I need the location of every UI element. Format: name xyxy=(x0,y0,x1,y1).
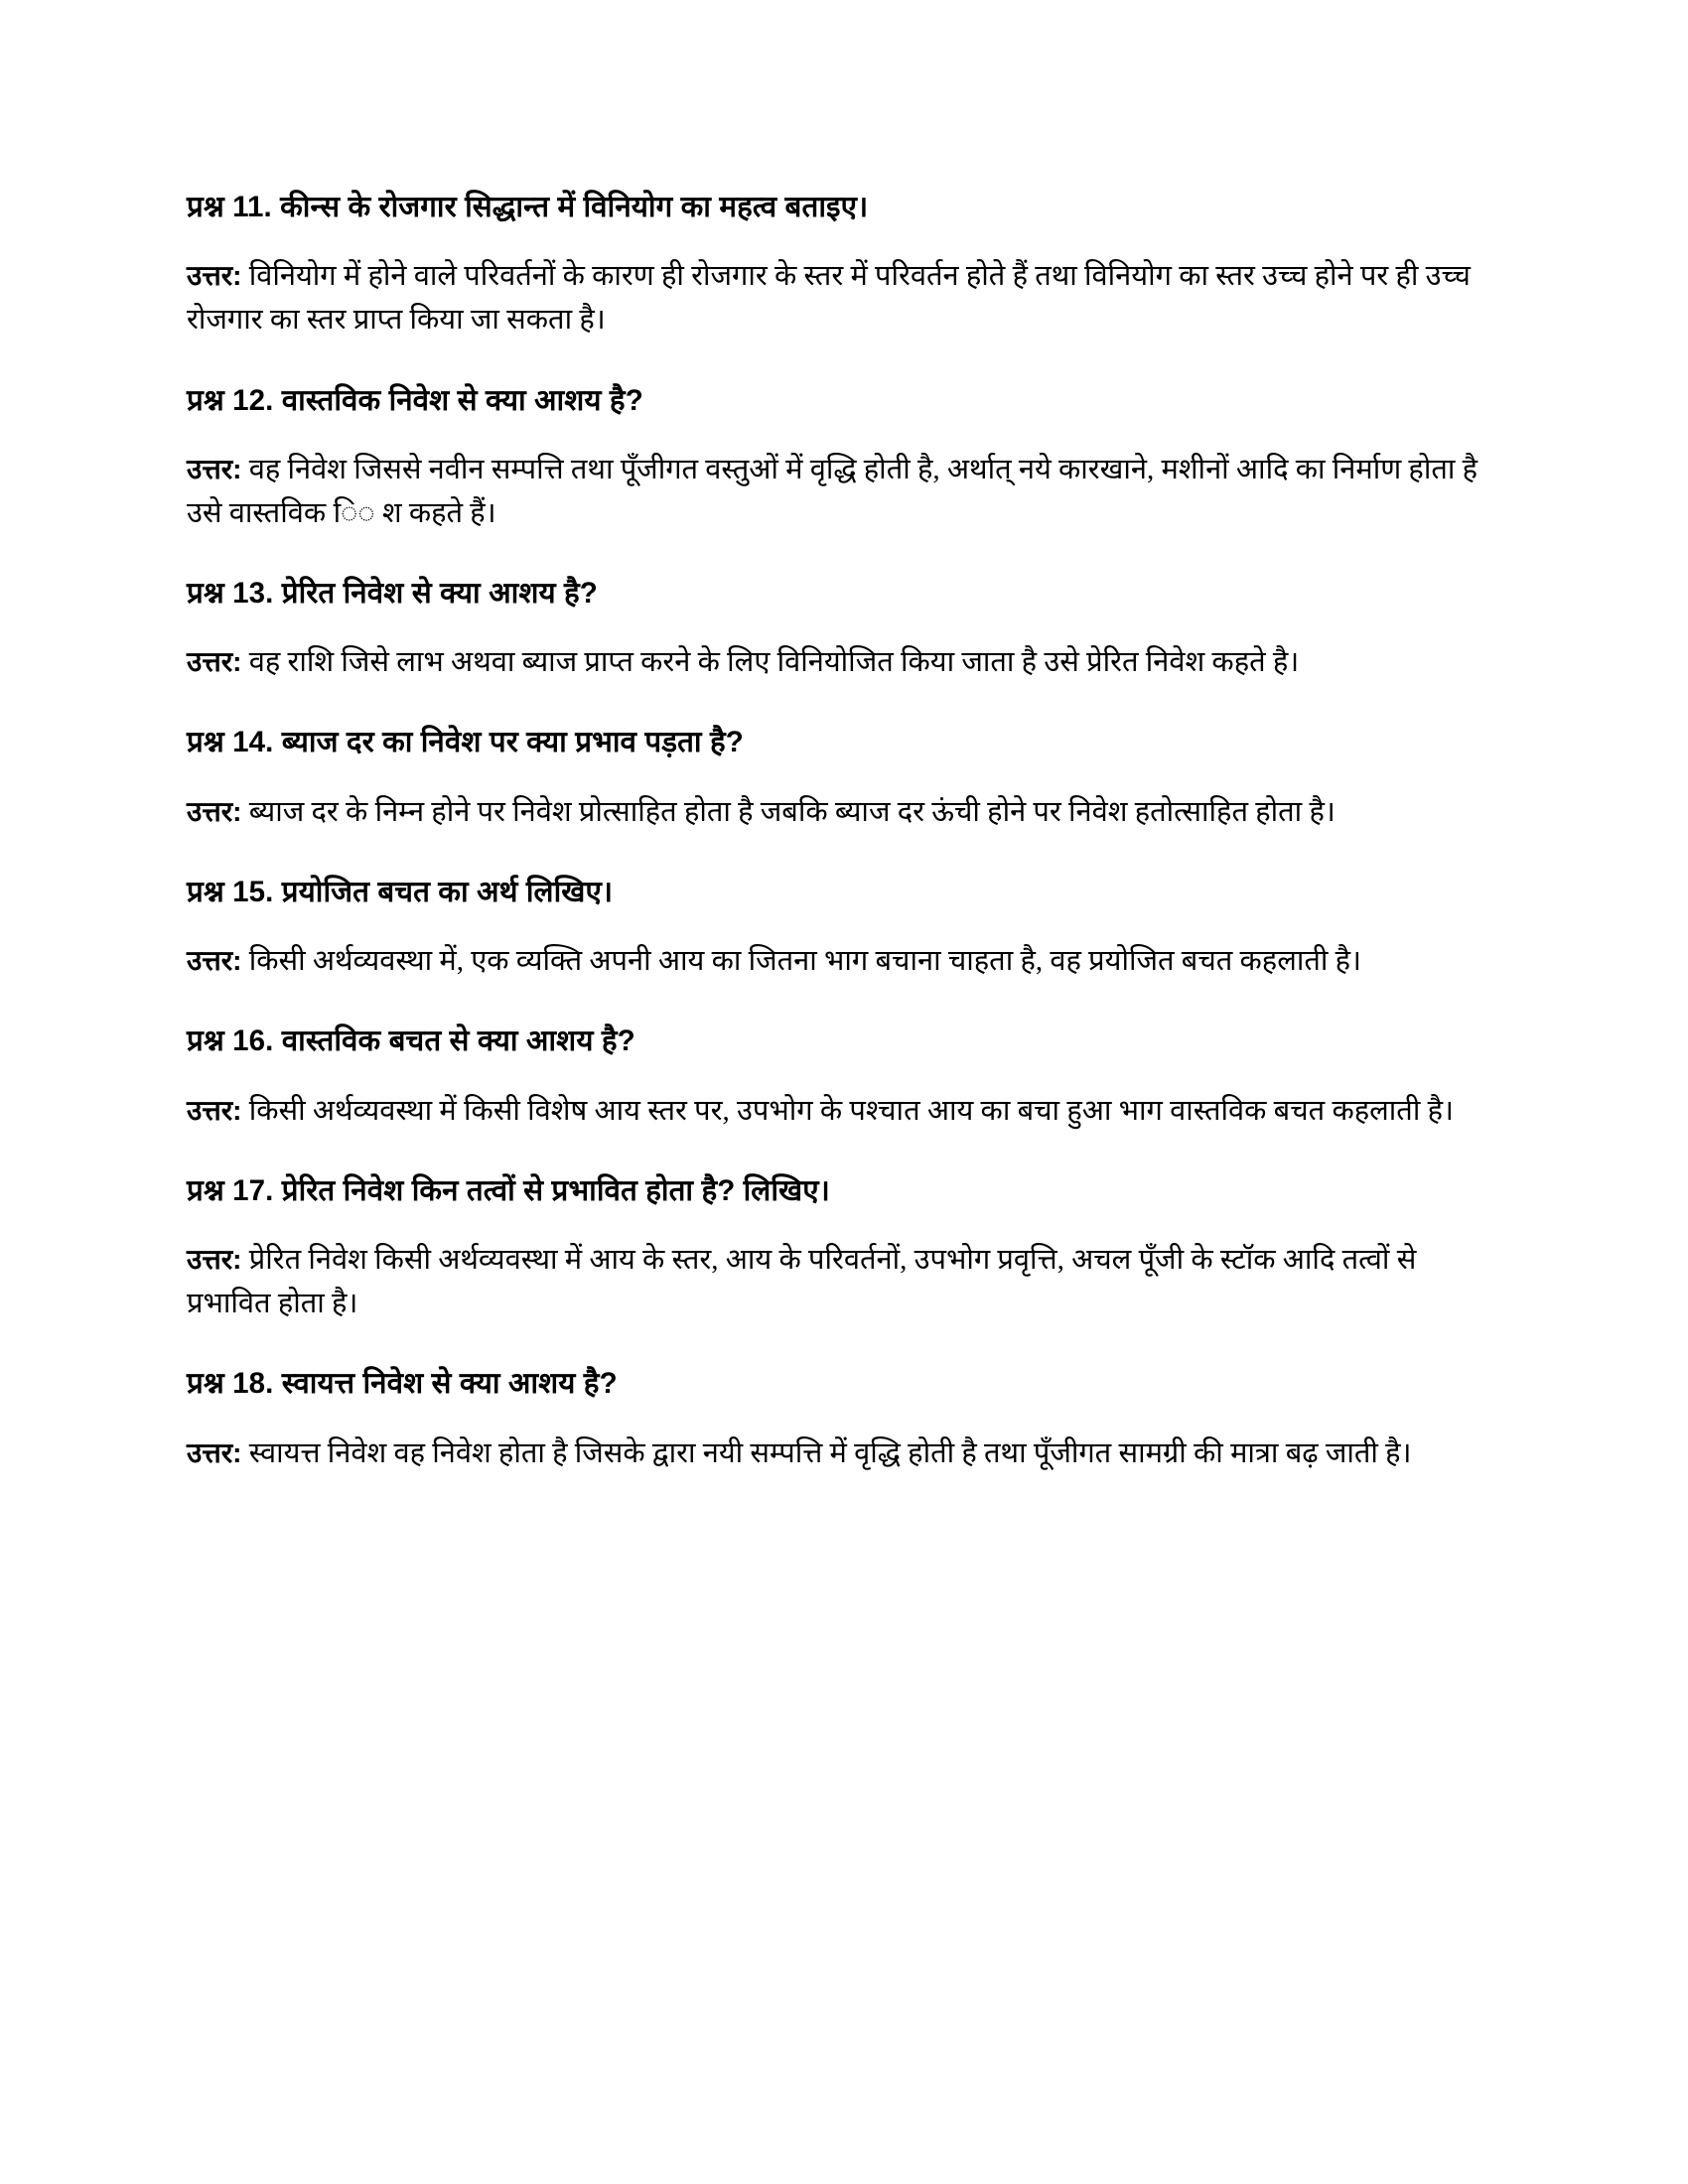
qa-block xyxy=(187,1023,1499,1132)
qa-list xyxy=(187,189,1499,1475)
answer-paragraph xyxy=(187,254,1499,341)
answer-paragraph xyxy=(187,939,1499,983)
answer-label: उत्तर: xyxy=(187,453,242,484)
answer-text: वह निवेश जिससे नवीन सम्पत्ति तथा पूँजीगत वस्तुओं में वृद्धि होती है, अर्थात् नये कारखाने, मशीनों आदि का निर्माण होता है उसे वास्तविक ि◌ श कहते हैं। xyxy=(187,453,1478,529)
answer-paragraph xyxy=(187,640,1499,684)
qa-block xyxy=(187,1365,1499,1474)
answer-label: उत्तर: xyxy=(187,795,242,827)
question-heading: प्रश्न 15. प्रयोजित बचत का अर्थ लिखिए। xyxy=(187,875,614,908)
answer-text: विनियोग में होने वाले परिवर्तनों के कारण ही रोजगार के स्तर में परिवर्तन होते हैं तथा विनियोग का स्तर उच्च होने पर ही उच्च रोजगार का स्तर प्राप्त किया जा सकता है। xyxy=(187,260,1471,337)
answer-paragraph xyxy=(187,790,1499,834)
answer-paragraph xyxy=(187,1238,1499,1325)
question-heading: प्रश्न 16. वास्तविक बचत से क्या आशय है? xyxy=(187,1024,635,1058)
question-heading: प्रश्न 12. वास्तविक निवेश से क्या आशय है? xyxy=(187,383,643,417)
answer-text: प्रेरित निवेश किसी अर्थव्यवस्था में आय के स्तर, आय के परिवर्तनों, उपभोग प्रवृत्ति, अचल पूँजी के स्टॉक आदि तत्वों से प्रभावित होता है। xyxy=(187,1244,1417,1320)
answer-text: स्वायत्त निवेश वह निवेश होता है जिसके द्वारा नयी सम्पत्ति में वृद्धि होती है तथा पूँजीगत सामग्री की मात्रा बढ़ जाती है। xyxy=(248,1436,1412,1469)
answer-paragraph xyxy=(187,448,1499,535)
answer-text: ब्याज दर के निम्न होने पर निवेश प्रोत्साहित होता है जबकि ब्याज दर ऊंची होने पर निवेश हतोत्साहित होता है। xyxy=(248,795,1336,828)
qa-block xyxy=(187,382,1499,536)
answer-label: उत्तर: xyxy=(187,1094,242,1126)
answer-label: उत्तर: xyxy=(187,945,242,977)
answer-text: किसी अर्थव्यवस्था में, एक व्यक्ति अपनी आय का जितना भाग बचाना चाहता है, वह प्रयोजित बचत कहलाती है। xyxy=(248,945,1362,978)
qa-block xyxy=(187,1172,1499,1326)
qa-block xyxy=(187,724,1499,833)
question-heading: प्रश्न 18. स्वायत्त निवेश से क्या आशय है? xyxy=(187,1367,618,1401)
qa-block xyxy=(187,575,1499,684)
answer-label: उत्तर: xyxy=(187,1244,242,1276)
answer-paragraph xyxy=(187,1432,1499,1475)
answer-text: वह राशि जिसे लाभ अथवा ब्याज प्राप्त करने के लिए विनियोजित किया जाता है उसे प्रेरित निवेश कहते है। xyxy=(248,646,1300,679)
answer-text: किसी अर्थव्यवस्था में किसी विशेष आय स्तर पर, उपभोग के पश्चात आय का बचा हुआ भाग वास्तविक बचत कहलाती है। xyxy=(248,1094,1454,1127)
question-heading: प्रश्न 14. ब्याज दर का निवेश पर क्या प्रभाव पड़ता है? xyxy=(187,726,744,759)
answer-label: उत्तर: xyxy=(187,646,242,678)
question-heading: प्रश्न 11. कीन्स के रोजगार सिद्धान्त में विनियोग का महत्व बताइए। xyxy=(187,191,869,223)
answer-label: उत्तर: xyxy=(187,1436,242,1468)
question-heading: प्रश्न 13. प्रेरित निवेश से क्या आशय है? xyxy=(187,577,598,610)
answer-paragraph xyxy=(187,1089,1499,1133)
question-heading: प्रश्न 17. प्रेरित निवेश किन तत्वों से प्रभावित होता है? लिखिए। xyxy=(187,1173,830,1207)
qa-block xyxy=(187,874,1499,983)
answer-label: उत्तर: xyxy=(187,260,242,292)
qa-block xyxy=(187,189,1499,342)
